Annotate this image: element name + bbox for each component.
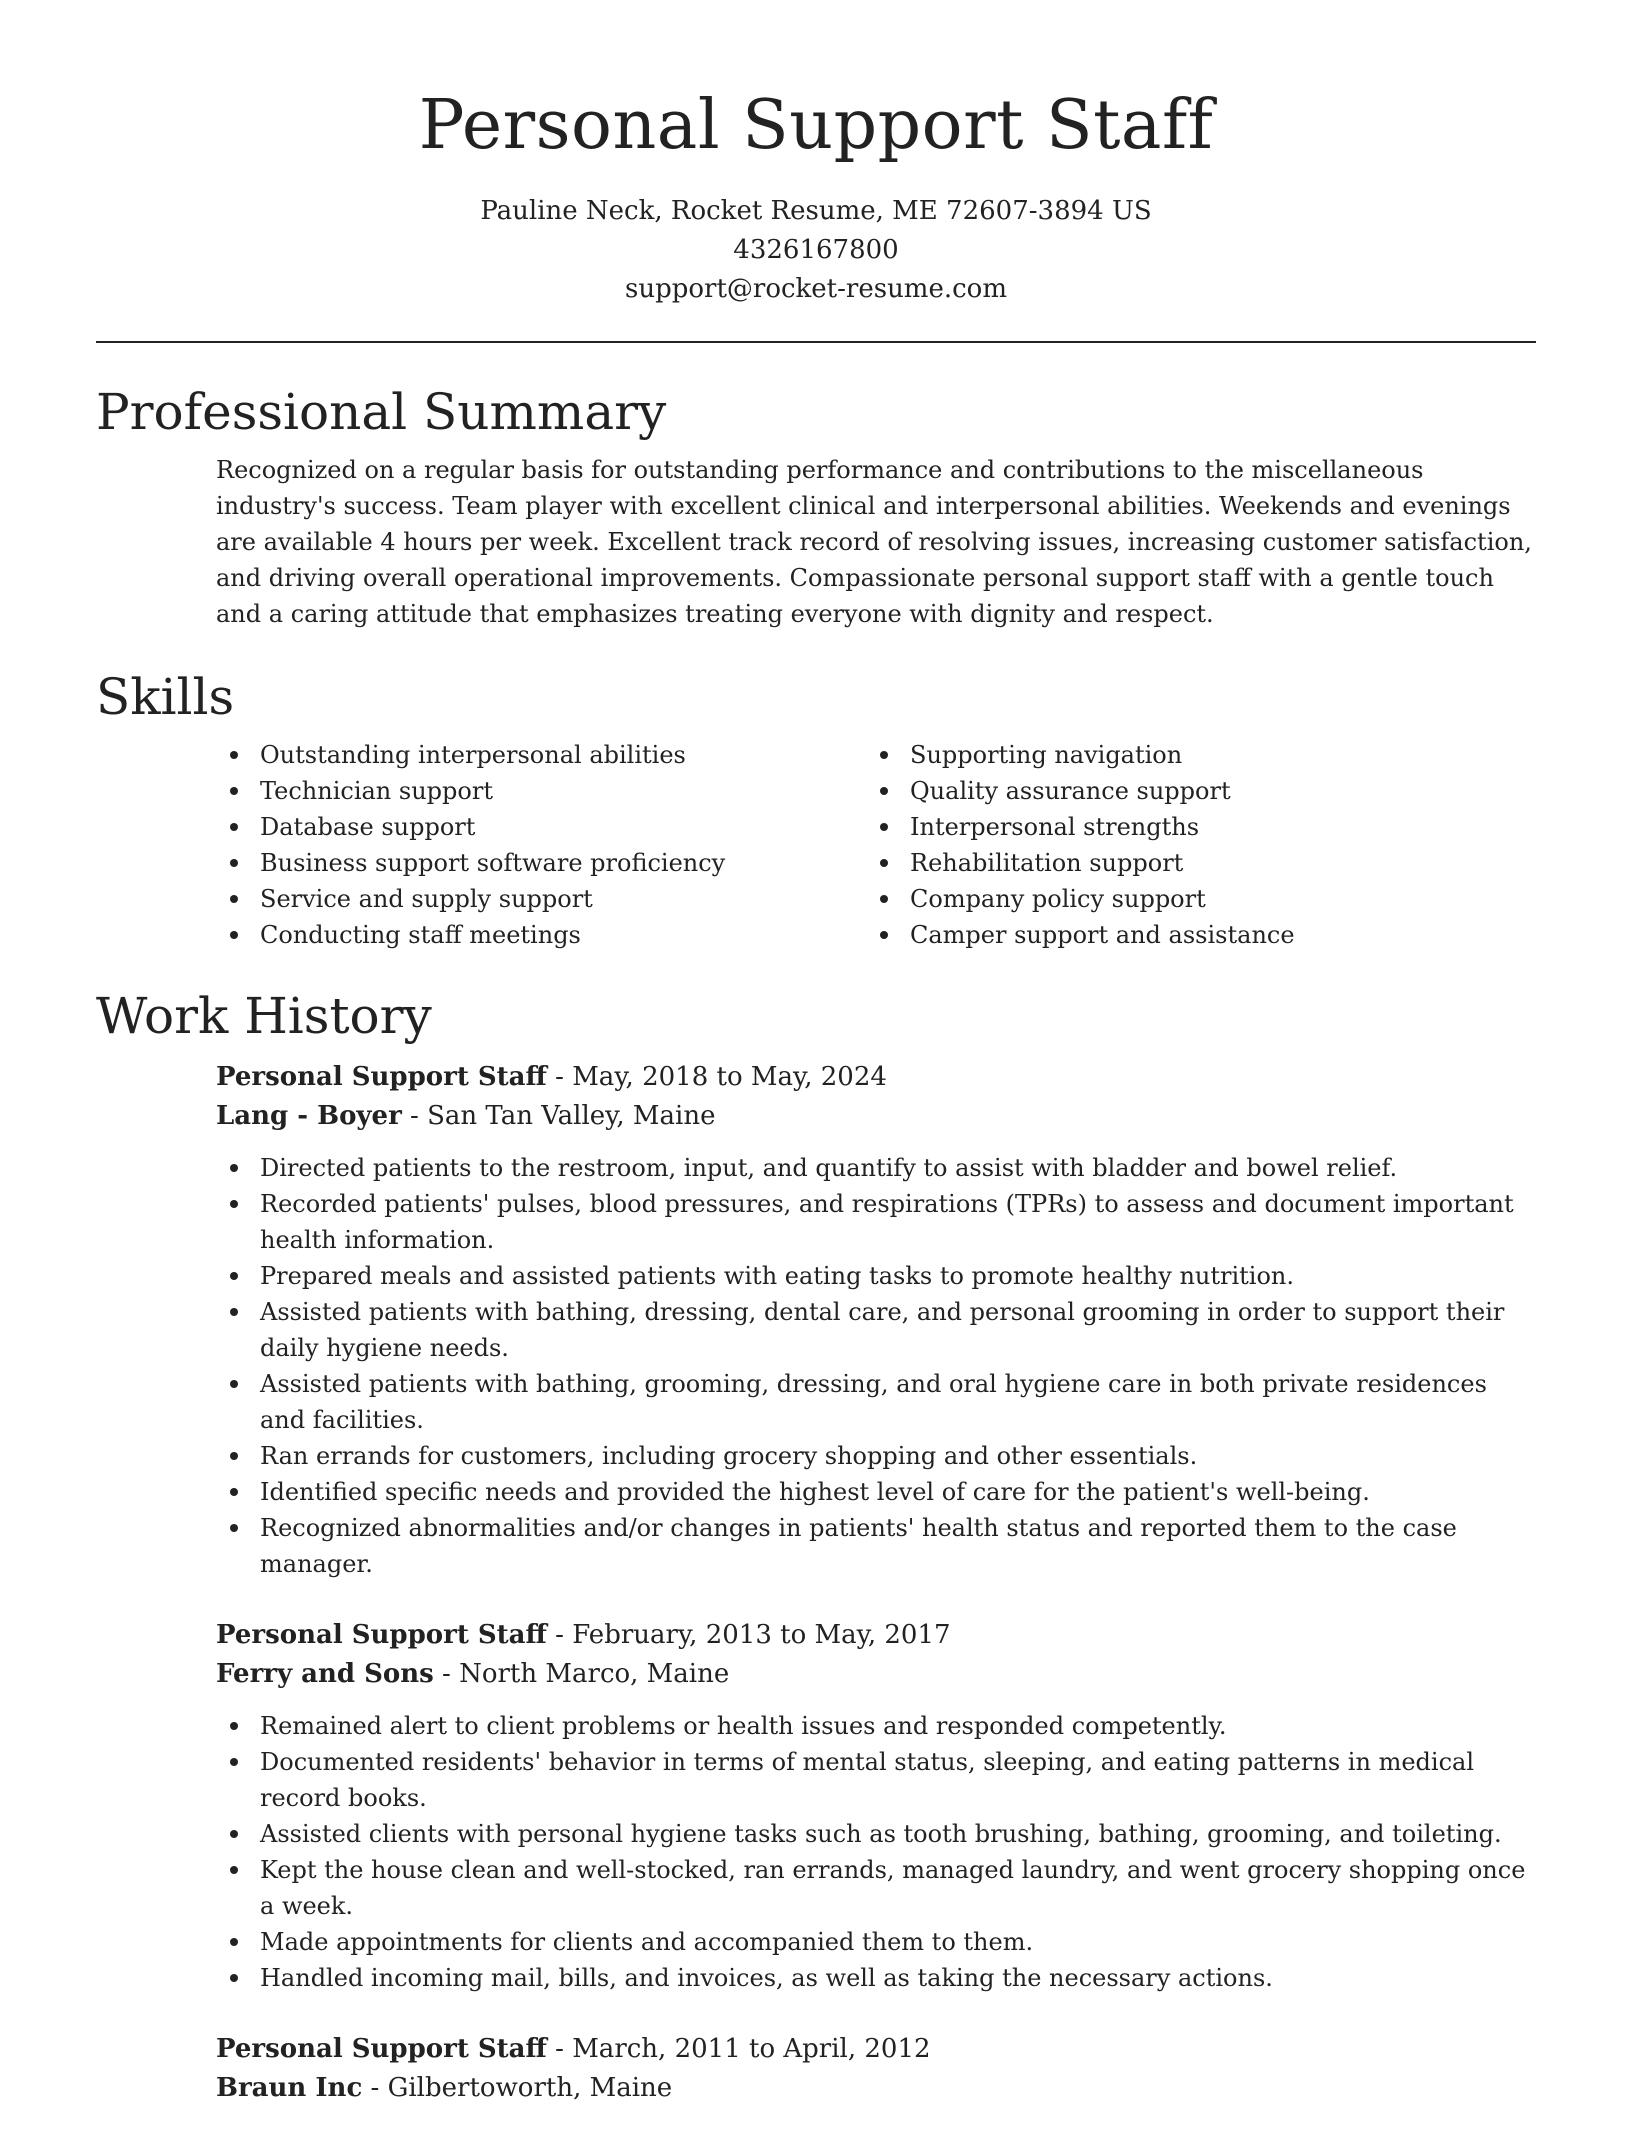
duty-item: Directed patients to the restroom, input, and quantify to assist with bladder and bowel relief. <box>260 1150 1536 1186</box>
job-role: Personal Support Staff <box>216 1062 547 1092</box>
work-history-heading: Work History <box>96 987 432 1045</box>
skill-item: Camper support and assistance <box>910 917 1516 953</box>
summary-section <box>96 378 1536 632</box>
skills-section <box>96 663 1536 953</box>
summary-heading: Professional Summary <box>96 383 667 441</box>
skill-item: Service and supply support <box>260 881 866 917</box>
job-title-line <box>216 2030 1536 2069</box>
job-location: - San Tan Valley, Maine <box>401 1101 716 1131</box>
job-title-line <box>216 1058 1536 1097</box>
duty-item: Made appointments for clients and accompanied them to them. <box>260 1924 1536 1960</box>
duty-item: Handled incoming mail, bills, and invoices, as well as taking the necessary actions. <box>260 1960 1536 1996</box>
contact-info <box>96 192 1536 309</box>
job-company-line <box>216 1655 1536 1694</box>
job-company-line <box>216 2069 1536 2108</box>
job-company: Braun Inc <box>216 2073 363 2103</box>
contact-phone: 4326167800 <box>733 235 899 265</box>
job-dates: - May, 2018 to May, 2024 <box>546 1062 887 1092</box>
job-entry <box>216 2030 1536 2108</box>
job-dates: - March, 2011 to April, 2012 <box>546 2034 931 2064</box>
skill-item: Technician support <box>260 773 866 809</box>
duty-item: Recognized abnormalities and/or changes in patients' health status and reported them to the case manager. <box>260 1510 1536 1582</box>
job-location: - North Marco, Maine <box>433 1659 730 1689</box>
job-duties <box>216 1708 1536 1996</box>
resume-title: Personal Support Staff <box>418 86 1214 165</box>
job-title-line <box>216 1616 1536 1655</box>
header-divider <box>96 341 1536 343</box>
skill-item: Supporting navigation <box>910 737 1516 773</box>
job-dates: - February, 2013 to May, 2017 <box>546 1620 951 1650</box>
skill-item: Interpersonal strengths <box>910 809 1516 845</box>
work-history-section <box>96 982 1536 2142</box>
skill-item: Rehabilitation support <box>910 845 1516 881</box>
skill-item: Business support software proficiency <box>260 845 866 881</box>
duty-item: Assisted patients with bathing, grooming, dressing, and oral hygiene care in both private residences and facilities. <box>260 1366 1536 1438</box>
skill-item: Outstanding interpersonal abilities <box>260 737 866 773</box>
job-entry <box>216 1058 1536 1582</box>
duty-item: Kept the house clean and well-stocked, ran errands, managed laundry, and went grocery shopping once a week. <box>260 1852 1536 1924</box>
skills-heading: Skills <box>96 668 235 726</box>
duty-item: Assisted patients with bathing, dressing, dental care, and personal grooming in order to support their daily hygiene needs. <box>260 1294 1536 1366</box>
skill-item: Quality assurance support <box>910 773 1516 809</box>
duty-item: Assisted clients with personal hygiene tasks such as tooth brushing, bathing, grooming, and toileting. <box>260 1816 1536 1852</box>
duty-item: Recorded patients' pulses, blood pressures, and respirations (TPRs) to assess and document important health information. <box>260 1186 1536 1258</box>
skill-item: Conducting staff meetings <box>260 917 866 953</box>
job-entry <box>216 1616 1536 1996</box>
job-location: - Gilbertoworth, Maine <box>362 2073 673 2103</box>
duty-item: Identified specific needs and provided the highest level of care for the patient's well-being. <box>260 1474 1536 1510</box>
summary-text: Recognized on a regular basis for outstanding performance and contributions to the miscellaneous industry's success. Team player with excellent clinical and interpersonal abilities. Weekends and evenings are available 4 hours per week. Excellent track record of resolving issues, increasing customer satisfaction, and driving overall operational improvements. Compassionate personal support staff with a gentle touch and a caring attitude that emphasizes treating everyone with dignity and respect. <box>216 456 1532 628</box>
job-company: Lang - Boyer <box>216 1101 402 1131</box>
skills-grid <box>216 737 1536 953</box>
skill-item: Company policy support <box>910 881 1516 917</box>
contact-email: support@rocket-resume.com <box>624 274 1007 304</box>
job-role: Personal Support Staff <box>216 1620 547 1650</box>
job-company-line <box>216 1097 1536 1136</box>
duty-item: Remained alert to client problems or health issues and responded competently. <box>260 1708 1536 1744</box>
duty-item: Documented residents' behavior in terms of mental status, sleeping, and eating patterns in medical record books. <box>260 1744 1536 1816</box>
skill-item: Database support <box>260 809 866 845</box>
duty-item: Prepared meals and assisted patients with eating tasks to promote healthy nutrition. <box>260 1258 1536 1294</box>
job-role: Personal Support Staff <box>216 2034 547 2064</box>
resume-header <box>96 78 1536 309</box>
skills-column-left <box>216 737 866 953</box>
job-company: Ferry and Sons <box>216 1659 434 1689</box>
skills-column-right <box>866 737 1516 953</box>
contact-address: Pauline Neck, Rocket Resume, ME 72607-3894 US <box>480 196 1152 226</box>
duty-item: Ran errands for customers, including grocery shopping and other essentials. <box>260 1438 1536 1474</box>
job-duties <box>216 1150 1536 1582</box>
